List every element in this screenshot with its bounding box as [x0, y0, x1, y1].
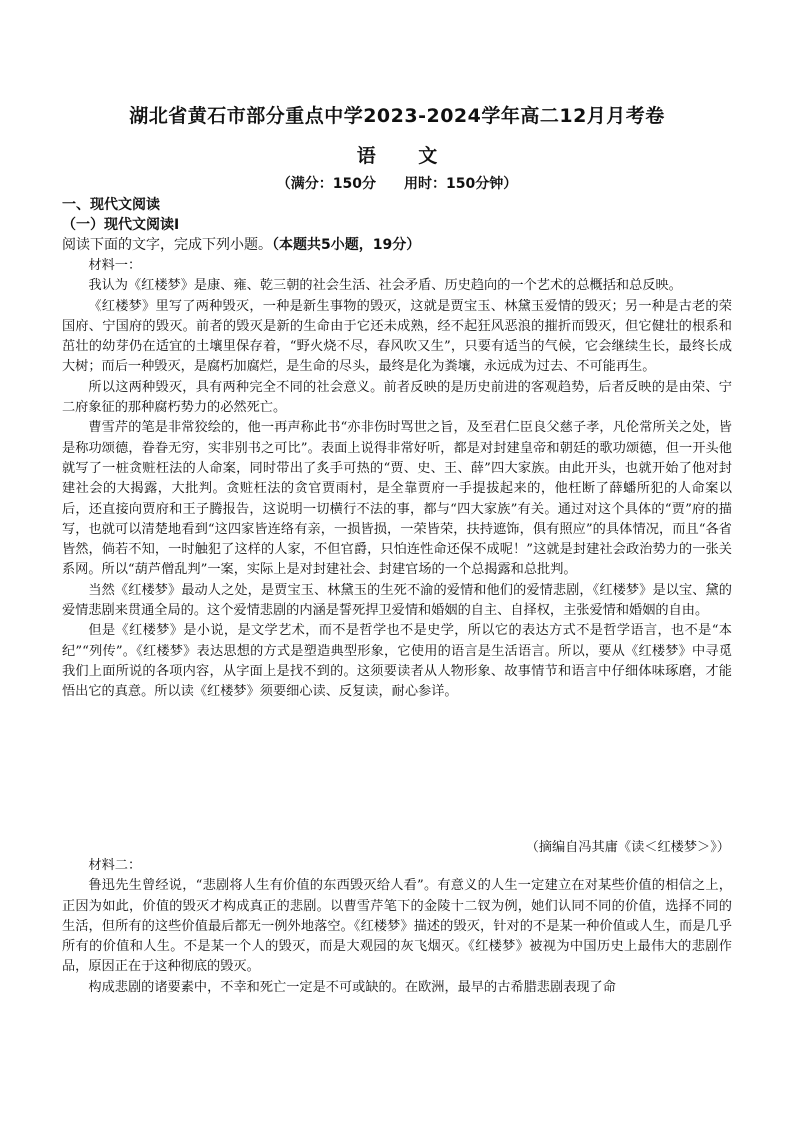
- paragraph: 鲁迅先生曾经说，“悲剧将人生有价值的东西毁灭给人看”。有意义的人生一定建立在对某些价值的相信之上，正因为如此，价值的毁灭才构成真正的悲剧。以曹雪芹笔下的金陵十二钗为例，她们认同不同的价值，选择不同的生活，但所有的这些价值最后都无一例外地落空。《红楼梦》描述的毁灭，针对的不是某一种价值或人生，而是几乎所有的价值和人生。不是某一个人的毁灭，而是大观园的灰飞烟灭。《红楼梦》被视为中国历史上最伟大的悲剧作品，原因正在于这种彻底的毁灭。: [62, 878, 732, 975]
- material-label: 材料一：: [88, 258, 142, 273]
- subsection-heading: （一）现代文阅读Ⅰ: [62, 217, 180, 233]
- paragraph: 构成悲剧的诸要素中，不幸和死亡一定是不可或缺的。在欧洲，最早的古希腊悲剧表现了命: [88, 979, 616, 995]
- subject-title: 语 文: [356, 145, 456, 167]
- instruction-text: 阅读下面的文字，完成下列小题。: [62, 237, 272, 253]
- instruction: [62, 234, 420, 254]
- instruction-bold: （本题共5小题，19分）: [272, 237, 421, 253]
- exam-title: 湖北省黄石市部分重点中学2023-2024学年高二12月月考卷: [129, 105, 665, 127]
- citation: （摘编自冯其庸《读＜红楼梦＞》）: [525, 840, 730, 855]
- paragraph: 所以这两种毁灭，具有两种完全不同的社会意义。前者反映的是历史前进的客观趋势，后者反映的是由荣、宁二府象征的那种腐朽势力的必然死亡。: [62, 379, 732, 416]
- exam-info: （满分：150分 用时：150分钟）: [276, 176, 518, 192]
- paragraph: 我认为《红楼梦》是康、雍、乾三朝的社会生活、社会矛盾、历史趋向的一个艺术的总概括和总反映。: [88, 278, 682, 294]
- paragraph: 曹雪芹的笔是非常狡绘的，他一再声称此书“亦非伤时骂世之旨，及至君仁臣良父慈子孝，凡伦常所关之处，皆是称功颂德，眷眷无穷，实非别书之可比”。表面上说得非常好听，都是对封建皇帝和朝廷的歌功颂德，但一开头他就写了一桩贪赃枉法的人命案，同时带出了炙手可热的“贾、史、王、薛”四大家族。由此开头，也就开始了他对封建社会的大揭露，大批判。贪赃枉法的贪官贾雨村，是全靠贾府一手提拔起来的，他枉断了薛蟠所犯的人命案以后，还直接向贾府和王子腾报告，这说明一切横行不法的事，都与“四大家族”有关。通过对这个具体的“贾”府的描写，也就可以清楚地看到“这四家皆连络有亲，一损皆损，一荣皆荣，扶持遮饰，俱有照应”的具体情况，而且“各省皆然，倘若不知，一时触犯了这样的人家，不但官爵，只怕连性命还保不成呢！”这就是封建社会政治势力的一张关系网。所以“葫芦僧乱判”一案，实际上是对封建社会、封建官场的一个总揭露和总批判。: [62, 420, 732, 578]
- paragraph: 《红楼梦》里写了两种毁灭，一种是新生事物的毁灭，这就是贾宝玉、林黛玉爱情的毁灭；另一种是古老的荣国府、宁国府的毁灭。前者的毁灭是新的生命由于它还未成熟，经不起狂风恶浪的摧折而毁灭，但它健壮的根系和茁壮的幼芽仍在适宜的土壤里保存着，“野火烧不尽，春风吹又生”，只要有适当的气候，它会继续生长，最终长成大树；而后一种毁灭，是腐朽加腐烂，是生命的尽头，最终是化为粪壤，永远成为过去、不可能再生。: [62, 298, 732, 375]
- material-label: 材料二：: [88, 858, 142, 873]
- paragraph: 但是《红楼梦》是小说，是文学艺术，而不是哲学也不是史学，所以它的表达方式不是哲学语言，也不是“本纪”“列传”。《红楼梦》表达思想的方式是塑造典型形象，它使用的语言是生活语言。所以，要从《红楼梦》中寻觅我们上面所说的各项内容，从字面上是找不到的。这须要读者从人物形象、故事情节和语言中仔细体味琢磨，才能悟出它的真意。所以读《红楼梦》须要细心读、反复读，耐心参详。: [62, 623, 732, 700]
- material-two: [62, 856, 732, 998]
- section-heading: 一、现代文阅读: [62, 197, 160, 213]
- material-one: [62, 256, 732, 703]
- paragraph: 当然《红楼梦》最动人之处，是贾宝玉、林黛玉的生死不渝的爱情和他们的爱情悲剧，《红楼梦》是以宝、黛的爱情悲剧来贯通全局的。这个爱情悲剧的内涵是誓死捍卫爱情和婚姻的自主、自择权，主张爱情和婚姻的自由。: [62, 582, 732, 619]
